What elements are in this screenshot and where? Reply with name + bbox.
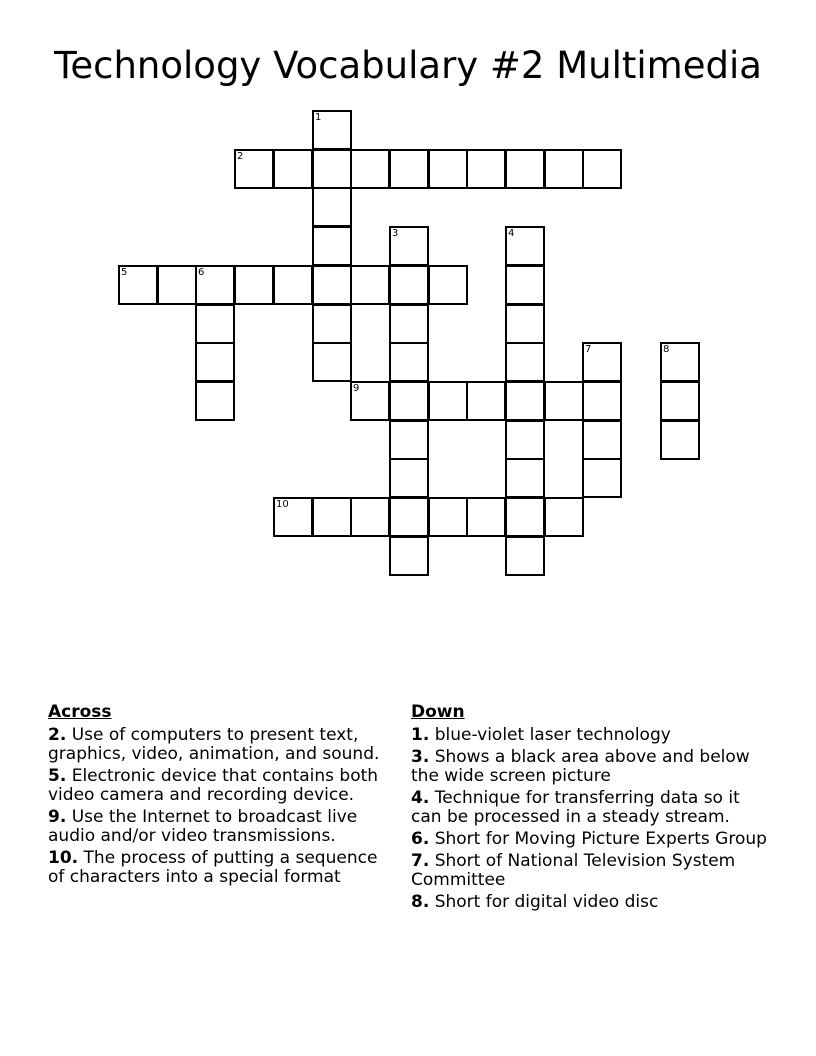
puzzle-title: Technology Vocabulary #2 Multimedia xyxy=(54,44,762,87)
crossword-cell[interactable] xyxy=(389,265,429,305)
crossword-cell[interactable] xyxy=(234,149,274,189)
crossword-cell[interactable] xyxy=(118,265,158,305)
crossword-cell[interactable] xyxy=(660,381,700,421)
clue-across-9: 9. Use the Internet to broadcast live audio and/or video transmissions. xyxy=(48,807,358,846)
across-clues xyxy=(48,703,398,890)
crossword-cell[interactable] xyxy=(312,187,352,227)
crossword-cell[interactable] xyxy=(195,304,235,344)
crossword-cell[interactable] xyxy=(505,536,545,576)
crossword-cell[interactable] xyxy=(389,226,429,266)
crossword-cell[interactable] xyxy=(312,149,352,189)
clue-down-4: 4. Technique for transferring data so it can be processed in a steady stream. xyxy=(411,788,740,827)
crossword-cell[interactable] xyxy=(195,342,235,382)
crossword-cell[interactable] xyxy=(466,381,506,421)
down-clues xyxy=(411,703,771,915)
crossword-cell[interactable] xyxy=(582,342,622,382)
crossword-cell[interactable] xyxy=(389,304,429,344)
crossword-cell[interactable] xyxy=(389,149,429,189)
crossword-cell[interactable] xyxy=(505,149,545,189)
crossword-cell[interactable] xyxy=(582,149,622,189)
cell-number: 1 xyxy=(315,112,322,123)
crossword-cell[interactable] xyxy=(195,265,235,305)
crossword-cell[interactable] xyxy=(505,226,545,266)
crossword-cell[interactable] xyxy=(389,342,429,382)
crossword-cell[interactable] xyxy=(350,497,390,537)
clue-down-6: 6. Short for Moving Picture Experts Group xyxy=(411,829,767,849)
crossword-cell[interactable] xyxy=(312,497,352,537)
crossword-cell[interactable] xyxy=(466,497,506,537)
crossword-cell[interactable] xyxy=(389,420,429,460)
crossword-cell[interactable] xyxy=(582,420,622,460)
crossword-cell[interactable] xyxy=(428,381,468,421)
crossword-cell[interactable] xyxy=(350,381,390,421)
crossword-cell[interactable] xyxy=(660,342,700,382)
crossword-cell[interactable] xyxy=(466,149,506,189)
crossword-cell[interactable] xyxy=(234,265,274,305)
crossword-cell[interactable] xyxy=(428,497,468,537)
crossword-cell[interactable] xyxy=(273,149,313,189)
crossword-cell[interactable] xyxy=(389,381,429,421)
cell-number: 4 xyxy=(508,228,515,239)
across-heading: Across xyxy=(48,702,112,722)
crossword-cell[interactable] xyxy=(505,381,545,421)
crossword-cell[interactable] xyxy=(157,265,197,305)
crossword-cell[interactable] xyxy=(505,342,545,382)
crossword-cell[interactable] xyxy=(312,265,352,305)
crossword-cell[interactable] xyxy=(505,420,545,460)
cell-number: 10 xyxy=(276,499,289,510)
crossword-cell[interactable] xyxy=(505,304,545,344)
crossword-cell[interactable] xyxy=(312,304,352,344)
crossword-cell[interactable] xyxy=(389,497,429,537)
clue-down-7: 7. Short of National Television System Committee xyxy=(411,851,736,890)
crossword-cell[interactable] xyxy=(389,458,429,498)
crossword-cell[interactable] xyxy=(312,342,352,382)
cell-number: 8 xyxy=(663,344,670,355)
crossword-cell[interactable] xyxy=(505,497,545,537)
clue-across-10: 10. The process of putting a sequence of characters into a special format xyxy=(48,848,378,887)
crossword-cell[interactable] xyxy=(428,265,468,305)
crossword-cell[interactable] xyxy=(389,536,429,576)
crossword-cell[interactable] xyxy=(582,381,622,421)
crossword-cell[interactable] xyxy=(544,497,584,537)
clue-down-8: 8. Short for digital video disc xyxy=(411,892,659,912)
crossword-cell[interactable] xyxy=(350,265,390,305)
crossword-cell[interactable] xyxy=(660,420,700,460)
cell-number: 7 xyxy=(585,344,592,355)
crossword-cell[interactable] xyxy=(505,458,545,498)
clue-down-1: 1. blue-violet laser technology xyxy=(411,725,671,745)
crossword-cell[interactable] xyxy=(505,265,545,305)
down-heading: Down xyxy=(411,702,465,722)
crossword-cell[interactable] xyxy=(350,149,390,189)
crossword-cell[interactable] xyxy=(273,497,313,537)
clue-across-5: 5. Electronic device that contains both video camera and recording device. xyxy=(48,766,379,805)
crossword-cell[interactable] xyxy=(544,381,584,421)
crossword-cell[interactable] xyxy=(428,149,468,189)
cell-number: 3 xyxy=(392,228,399,239)
crossword-cell[interactable] xyxy=(273,265,313,305)
cell-number: 2 xyxy=(237,151,244,162)
cell-number: 9 xyxy=(353,383,360,394)
crossword-cell[interactable] xyxy=(544,149,584,189)
clue-across-2: 2. Use of computers to present text, graphics, video, animation, and sound. xyxy=(48,725,380,764)
crossword-cell[interactable] xyxy=(195,381,235,421)
crossword-cell[interactable] xyxy=(312,226,352,266)
cell-number: 5 xyxy=(121,267,128,278)
crossword-cell[interactable] xyxy=(312,110,352,150)
clue-down-3: 3. Shows a black area above and below the wide screen picture xyxy=(411,747,750,786)
cell-number: 6 xyxy=(198,267,205,278)
crossword-cell[interactable] xyxy=(582,458,622,498)
